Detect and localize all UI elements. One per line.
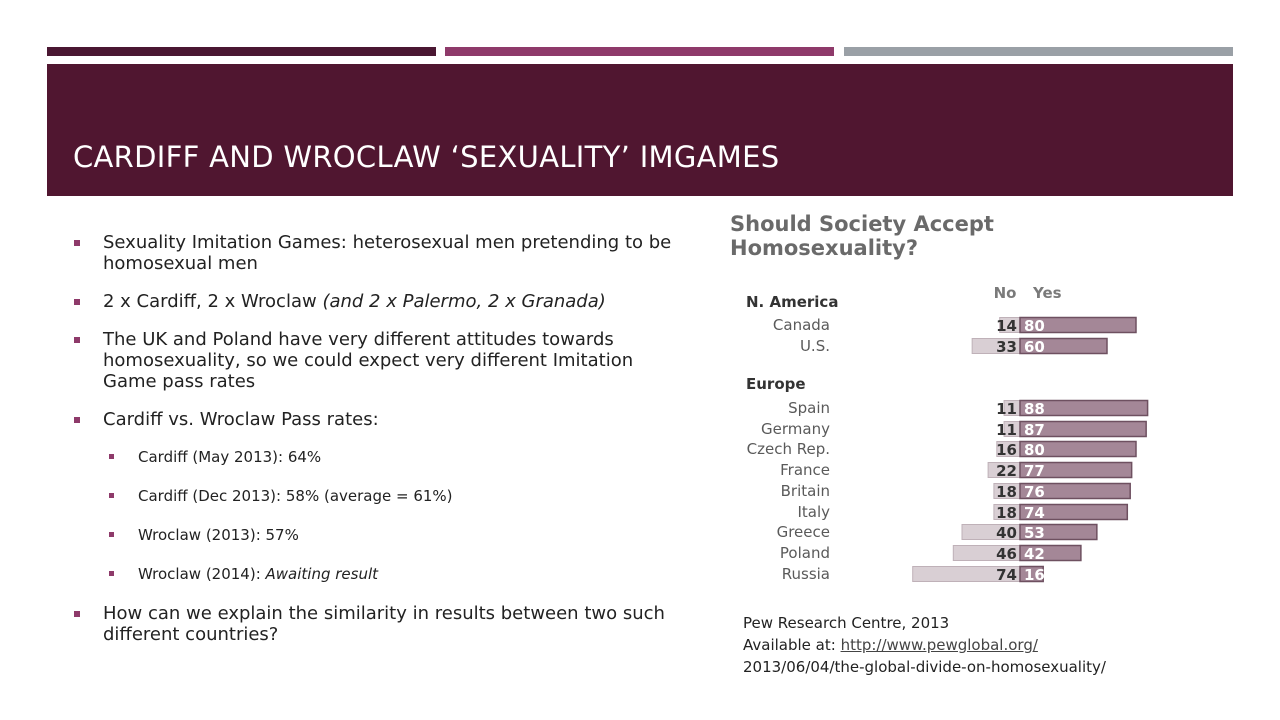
country-label: Spain bbox=[788, 399, 830, 417]
value-yes: 80 bbox=[1024, 441, 1045, 459]
slide-title: CARDIFF AND WROCLAW ‘SEXUALITY’ IMGAMES bbox=[73, 140, 780, 174]
chart-title-text: Should Society Accept Homosexuality? bbox=[730, 212, 994, 260]
source-citation bbox=[743, 612, 1106, 678]
bullet-item bbox=[72, 409, 692, 430]
bullet-item bbox=[72, 603, 692, 645]
bullet-item bbox=[72, 329, 692, 392]
country-label: Italy bbox=[797, 503, 830, 521]
source-prefix: Available at: bbox=[743, 636, 841, 654]
sub-bullet-text: Wroclaw (2014): bbox=[138, 565, 266, 583]
col-label-no: No bbox=[993, 284, 1017, 302]
bullet-text: Sexuality Imitation Games: heterosexual men pretending to be homosexual men bbox=[103, 232, 672, 274]
source-link[interactable]: http://www.pewglobal.org/ bbox=[840, 636, 1038, 654]
value-no: 46 bbox=[996, 545, 1017, 563]
top-accent-bar-2 bbox=[445, 47, 834, 56]
bullet-text-italic: (and 2 x Palermo, 2 x Granada) bbox=[322, 291, 606, 312]
value-no: 40 bbox=[996, 524, 1017, 542]
value-yes: 80 bbox=[1024, 317, 1045, 335]
bullet-item bbox=[72, 291, 692, 312]
col-label-yes: Yes bbox=[1033, 284, 1062, 302]
value-no: 22 bbox=[996, 462, 1017, 480]
country-label: U.S. bbox=[799, 337, 830, 355]
title-band bbox=[47, 64, 1233, 196]
bullet-item bbox=[72, 232, 692, 274]
source-line-2 bbox=[743, 634, 1106, 656]
country-label: Russia bbox=[781, 565, 830, 583]
value-yes: 74 bbox=[1024, 504, 1045, 522]
chart-svg bbox=[730, 205, 1190, 595]
value-yes: 88 bbox=[1024, 400, 1045, 418]
group-label: N. America bbox=[746, 293, 839, 311]
country-label: Poland bbox=[779, 544, 830, 562]
sub-bullet-item bbox=[107, 525, 692, 546]
country-label: France bbox=[780, 461, 830, 479]
bullet-text: The UK and Poland have very different attitudes towards homosexuality, so we could expect very different Imitation Game pass rates bbox=[103, 329, 634, 392]
top-accent-bar-1 bbox=[47, 47, 436, 56]
value-yes: 53 bbox=[1024, 524, 1045, 542]
value-no: 74 bbox=[996, 566, 1017, 584]
country-label: Britain bbox=[780, 482, 830, 500]
value-yes: 16 bbox=[1024, 566, 1045, 584]
value-yes: 87 bbox=[1024, 421, 1045, 439]
source-line-1: Pew Research Centre, 2013 bbox=[743, 614, 950, 632]
value-no: 16 bbox=[996, 441, 1017, 459]
sub-bullet-text-italic: Awaiting result bbox=[265, 565, 379, 583]
value-no: 33 bbox=[996, 338, 1017, 356]
bullet-text: How can we explain the similarity in results between two such different countries? bbox=[103, 603, 665, 645]
value-no: 11 bbox=[996, 421, 1017, 439]
sub-bullet-text: Wroclaw (2013): 57% bbox=[138, 526, 299, 544]
bullet-text: Cardiff vs. Wroclaw Pass rates: bbox=[103, 409, 379, 430]
value-yes: 42 bbox=[1024, 545, 1045, 563]
value-yes: 76 bbox=[1024, 483, 1045, 501]
value-yes: 77 bbox=[1024, 462, 1045, 480]
country-label: Canada bbox=[772, 316, 830, 334]
value-no: 18 bbox=[996, 504, 1017, 522]
value-no: 14 bbox=[996, 317, 1017, 335]
sub-bullet-text: Cardiff (May 2013): 64% bbox=[138, 448, 322, 466]
sub-bullet-item bbox=[107, 447, 692, 468]
country-label: Czech Rep. bbox=[746, 440, 830, 458]
value-no: 18 bbox=[996, 483, 1017, 501]
value-yes: 60 bbox=[1024, 338, 1045, 356]
sub-bullet-text: Cardiff (Dec 2013): 58% (average = 61%) bbox=[138, 487, 453, 505]
sub-bullet-item bbox=[107, 486, 692, 507]
country-label: Germany bbox=[761, 420, 830, 438]
pew-chart bbox=[730, 205, 1190, 595]
group-label: Europe bbox=[746, 375, 806, 393]
source-line-3: 2013/06/04/the-global-divide-on-homosexuality/ bbox=[743, 658, 1106, 676]
top-accent-bar-3 bbox=[844, 47, 1233, 56]
sub-bullet-item bbox=[107, 564, 692, 585]
country-label: Greece bbox=[776, 523, 830, 541]
bullet-list bbox=[72, 232, 692, 662]
value-no: 11 bbox=[996, 400, 1017, 418]
bullet-text: 2 x Cardiff, 2 x Wroclaw bbox=[103, 291, 323, 312]
